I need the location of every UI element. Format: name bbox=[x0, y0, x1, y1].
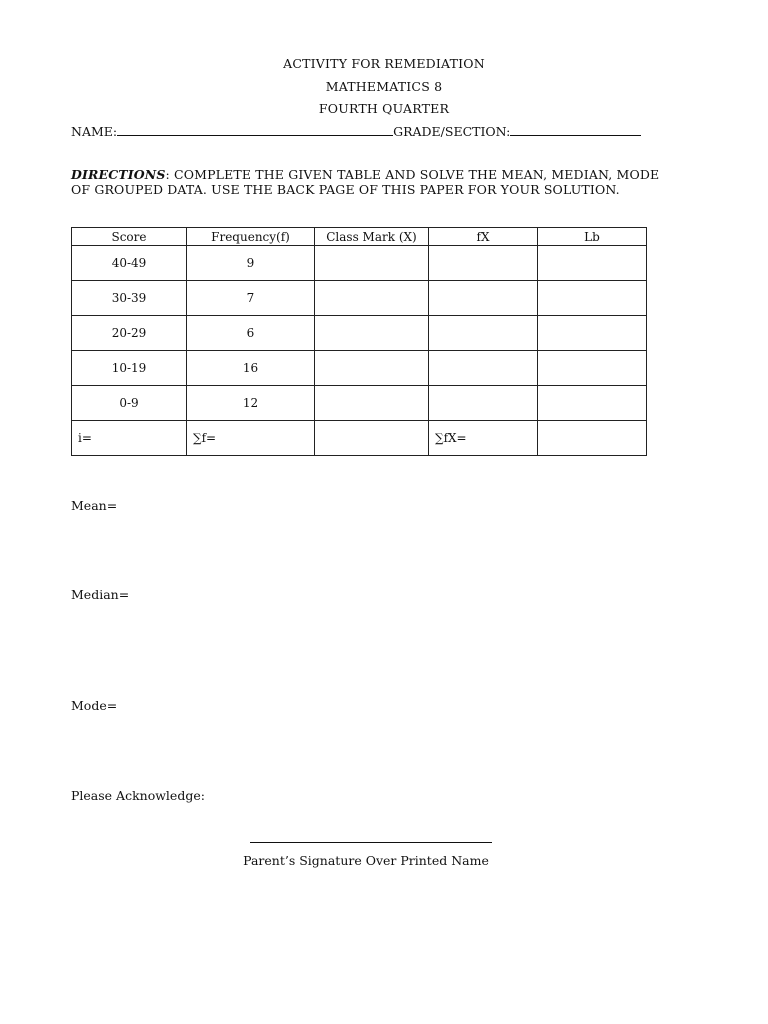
fx-cell[interactable] bbox=[429, 316, 538, 351]
class-mark-cell[interactable] bbox=[315, 316, 429, 351]
mode-label: Mode= bbox=[71, 698, 118, 713]
signature-caption: Parent’s Signature Over Printed Name bbox=[243, 853, 489, 868]
frequency-cell: 16 bbox=[187, 351, 315, 386]
header-frequency: Frequency(f) bbox=[187, 228, 315, 246]
directions-label: DIRECTIONS bbox=[71, 167, 166, 182]
frequency-cell: 12 bbox=[187, 386, 315, 421]
score-cell: 40-49 bbox=[72, 246, 187, 281]
score-cell: 10-19 bbox=[72, 351, 187, 386]
lb-cell[interactable] bbox=[538, 246, 647, 281]
sum-fx-cell[interactable]: ∑fX= bbox=[429, 421, 538, 456]
class-mark-cell[interactable] bbox=[315, 351, 429, 386]
frequency-cell: 9 bbox=[187, 246, 315, 281]
grade-section-label: GRADE/SECTION: bbox=[393, 124, 511, 139]
header-score: Score bbox=[72, 228, 187, 246]
median-label: Median= bbox=[71, 587, 130, 602]
totals-row bbox=[72, 421, 647, 456]
name-label: NAME: bbox=[71, 124, 118, 139]
table-row bbox=[72, 386, 647, 421]
header-class-mark: Class Mark (X) bbox=[315, 228, 429, 246]
table-row bbox=[72, 316, 647, 351]
table-row bbox=[72, 246, 647, 281]
fx-cell[interactable] bbox=[429, 386, 538, 421]
table-row bbox=[72, 351, 647, 386]
mean-label: Mean= bbox=[71, 498, 118, 513]
name-blank bbox=[117, 123, 393, 136]
class-interval-cell[interactable]: i= bbox=[72, 421, 187, 456]
student-info-line bbox=[71, 123, 641, 139]
frequency-table bbox=[71, 227, 647, 456]
lb-cell[interactable] bbox=[538, 351, 647, 386]
table-header-row bbox=[72, 228, 647, 246]
lb-cell[interactable] bbox=[538, 281, 647, 316]
fx-cell[interactable] bbox=[429, 246, 538, 281]
class-mark-total-cell bbox=[315, 421, 429, 456]
lb-cell[interactable] bbox=[538, 386, 647, 421]
grade-section-blank bbox=[510, 123, 641, 136]
fx-cell[interactable] bbox=[429, 351, 538, 386]
fx-cell[interactable] bbox=[429, 281, 538, 316]
class-mark-cell[interactable] bbox=[315, 386, 429, 421]
signature-line[interactable] bbox=[250, 842, 492, 843]
score-cell: 30-39 bbox=[72, 281, 187, 316]
directions bbox=[71, 167, 681, 197]
class-mark-cell[interactable] bbox=[315, 246, 429, 281]
activity-title: ACTIVITY FOR REMEDIATION bbox=[283, 56, 485, 71]
header-lb: Lb bbox=[538, 228, 647, 246]
frequency-cell: 7 bbox=[187, 281, 315, 316]
class-mark-cell[interactable] bbox=[315, 281, 429, 316]
quarter-title: FOURTH QUARTER bbox=[318, 101, 450, 116]
frequency-cell: 6 bbox=[187, 316, 315, 351]
lb-cell[interactable] bbox=[538, 316, 647, 351]
directions-text: : COMPLETE THE GIVEN TABLE AND SOLVE THE MEAN, MEDIAN, MODE OF GROUPED DATA. USE THE BACK PAGE OF THIS PAPER FOR YOUR SOLUTION. bbox=[71, 167, 660, 197]
score-cell: 20-29 bbox=[72, 316, 187, 351]
sum-frequency-cell[interactable]: ∑f= bbox=[187, 421, 315, 456]
subject-title: MATHEMATICS 8 bbox=[325, 79, 443, 94]
table-row bbox=[72, 281, 647, 316]
header-fx: fX bbox=[429, 228, 538, 246]
lb-total-cell bbox=[538, 421, 647, 456]
score-cell: 0-9 bbox=[72, 386, 187, 421]
acknowledge-label: Please Acknowledge: bbox=[71, 788, 205, 803]
